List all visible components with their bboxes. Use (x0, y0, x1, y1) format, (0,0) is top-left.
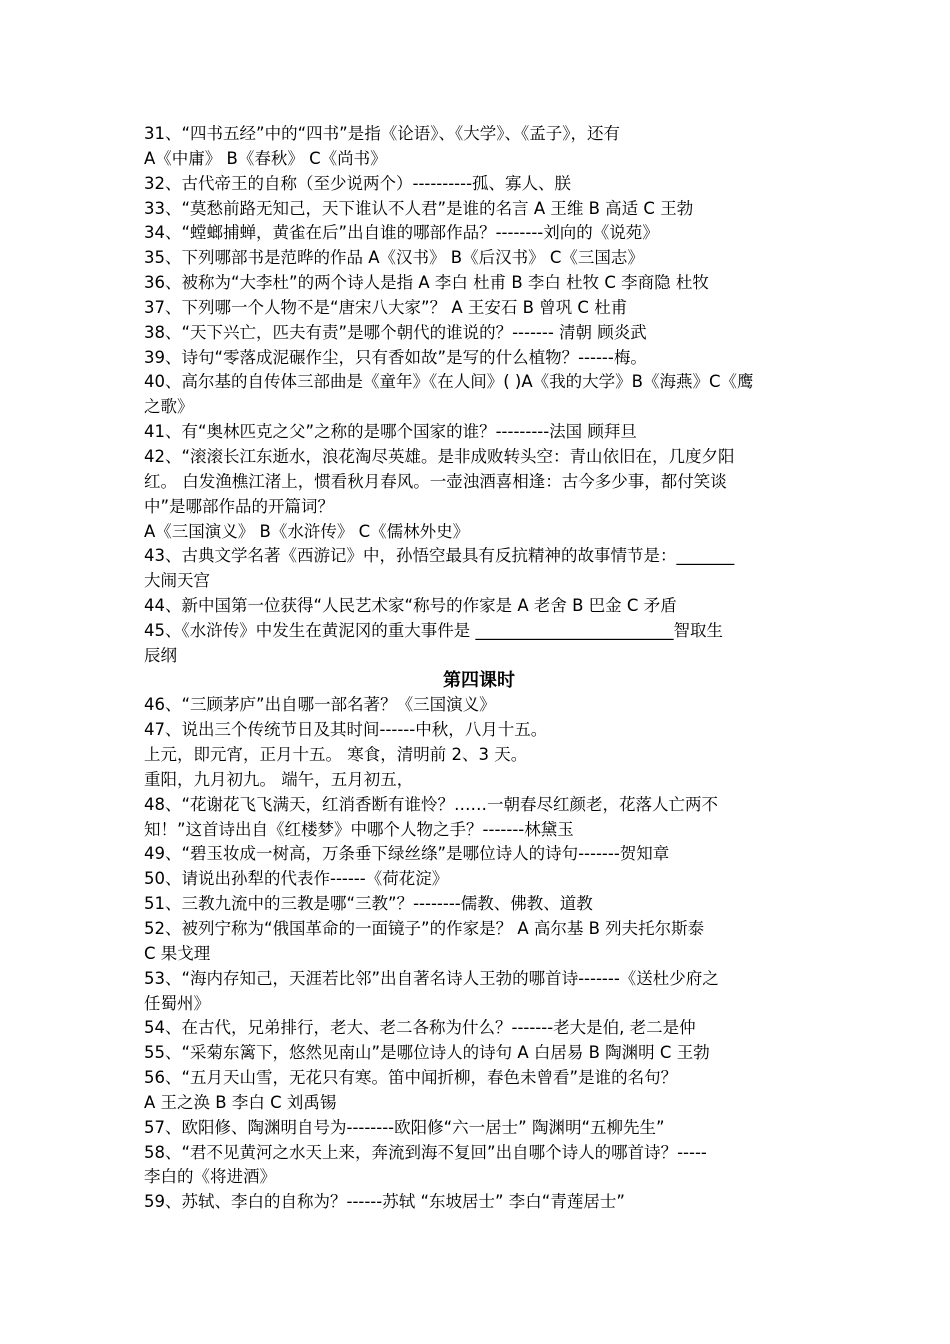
text-line: 38、“天下兴亡，匹夫有责”是哪个朝代的谁说的？------- 清朝 顾炎武 (144, 322, 647, 342)
text-line: 59、苏轼、李白的自称为？------苏轼 “东坡居士” 李白“青莲居士” (144, 1192, 625, 1212)
text-line: 李白的《将进酒》 (144, 1167, 276, 1187)
text-line: 之歌》 (144, 397, 194, 417)
text-line: 48、“花谢花飞飞满天，红消香断有谁怜？……一朝春尽红颜老，花落人亡两不 (144, 794, 719, 814)
document-page (144, 122, 814, 1215)
text-line: A《中庸》 B《春秋》 C《尚书》 (144, 148, 387, 168)
text-line: 大闹天宫 (144, 571, 210, 591)
text-line: 50、请说出孙犁的代表作------《荷花淀》 (144, 869, 449, 889)
questions-part-2 (144, 693, 814, 1215)
text-line: 42、“滚滚长江东逝水，浪花淘尽英雄。是非成败转头空：青山依旧在，几度夕阳 (144, 446, 735, 466)
text-line: 中”是哪部作品的开篇词？ (144, 496, 335, 516)
text-line: 36、被称为“大李杜”的两个诗人是指 A 李白 杜甫 B 李白 杜牧 C 李商隐 杜牧 (144, 273, 709, 293)
text-line: 43、古典文学名著《西游记》中，孙悟空最具有反抗精神的故事情节是：_______ (144, 546, 735, 566)
text-line: 44、新中国第一位获得“人民艺术家“称号的作家是 A 老舍 B 巴金 C 矛盾 (144, 596, 677, 616)
text-line: 上元，即元宵，正月十五。 寒食，清明前 2、3 天。 (144, 745, 528, 765)
text-line: 47、说出三个传统节日及其时间------中秋，八月十五。 (144, 720, 548, 740)
text-line: 37、下列哪一个人物不是“唐宋八大家”？ A 王安石 B 曾巩 C 杜甫 (144, 297, 628, 317)
text-line: 46、“三顾茅庐”出自哪一部名著？《三国演义》 (144, 695, 496, 715)
text-line: 40、高尔基的自传体三部曲是《童年》《在人间》( )A《我的大学》B《海燕》C《鹰 (144, 372, 754, 392)
text-line: A《三国演义》 B《水浒传》 C《儒林外史》 (144, 521, 470, 541)
text-line: 49、“碧玉妆成一树高，万条垂下绿丝绦”是哪位诗人的诗句-------贺知章 (144, 844, 670, 864)
section-heading: 第四课时 (443, 669, 515, 691)
text-line: 57、欧阳修、陶渊明自号为--------欧阳修“六一居士” 陶渊明“五柳先生” (144, 1117, 665, 1137)
text-line: 知！”这首诗出自《红楼梦》中哪个人物之手？-------林黛玉 (144, 819, 574, 839)
text-line: 34、“螳螂捕蝉，黄雀在后”出自谁的哪部作品？--------刘向的《说苑》 (144, 223, 659, 243)
text-line: 31、“四书五经”中的“四书”是指《论语》、《大学》、《孟子》，还有 (144, 124, 620, 143)
text-line: 41、有“奥林匹克之父”之称的是哪个国家的谁？---------法国 顾拜旦 (144, 422, 637, 442)
text-line: A 王之涣 B 李白 C 刘禹锡 (144, 1092, 337, 1112)
text-line: 53、“海内存知己，天涯若比邻”出自著名诗人王勃的哪首诗-------《送杜少府之 (144, 968, 719, 988)
text-line: 39、诗句“零落成泥碾作尘，只有香如故”是写的什么植物？------梅。 (144, 347, 647, 367)
text-line: 重阳，九月初九。 端午，五月初五， (144, 769, 414, 789)
text-line: 52、被列宁称为“俄国革命的一面镜子”的作家是？ A 高尔基 B 列夫托尔斯泰 (144, 919, 705, 938)
text-line: 58、“君不见黄河之水天上来，奔流到海不复回”出自哪个诗人的哪首诗？----- (144, 1142, 707, 1162)
text-line: C 果戈理 (144, 943, 211, 963)
text-line: 辰纲 (144, 645, 177, 665)
text-line: 51、三教九流中的三教是哪“三教”？--------儒教、佛教、道教 (144, 894, 593, 914)
text-line: 33、“莫愁前路无知己，天下谁认不人君”是谁的名言 A 王维 B 高适 C 王勃 (144, 198, 694, 218)
text-line: 32、古代帝王的自称（至少说两个）----------孤、寡人、朕 (144, 173, 572, 193)
text-line: 55、“采菊东篱下，悠然见南山”是哪位诗人的诗句 A 白居易 B 陶渊明 C 王勃 (144, 1043, 710, 1063)
questions-part-1 (144, 122, 814, 669)
text-line: 红。 白发渔樵江渚上，惯看秋月春风。一壶浊酒喜相逢：古今多少事，都付笑谈 (144, 471, 727, 491)
text-line: 45、《水浒传》中发生在黄泥冈的重大事件是 ________________________智取生 (144, 620, 723, 640)
text-line: 54、在古代，兄弟排行，老大、老二各称为什么？-------老大是伯, 老二是仲 (144, 1018, 696, 1038)
text-line: 35、下列哪部书是范晔的作品 A《汉书》 B《后汉书》 C《三国志》 (144, 248, 644, 268)
text-line: 任蜀州》 (144, 993, 210, 1013)
text-line: 56、“五月天山雪，无花只有寒。笛中闻折柳，春色未曾看”是谁的名句？ (144, 1068, 678, 1088)
